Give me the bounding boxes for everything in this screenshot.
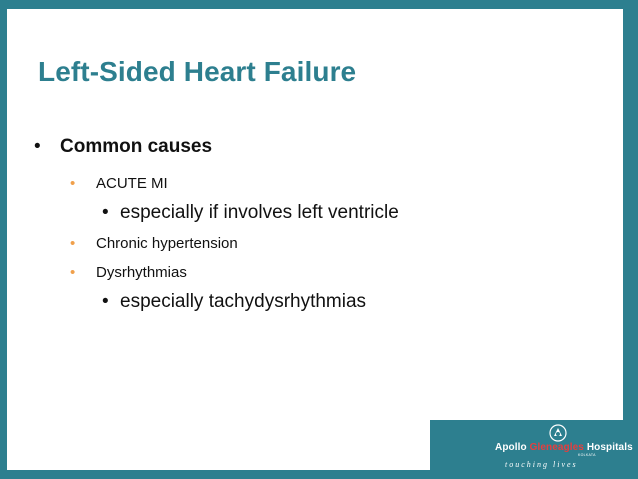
- logo-wordmark: [495, 442, 633, 453]
- detail-text: especially if involves left ventricle: [120, 202, 399, 223]
- sub-bullet-chronic-hypertension: [70, 235, 238, 252]
- logo-city: KOLKATA: [578, 453, 596, 457]
- slide-canvas: [7, 9, 623, 470]
- hospital-logo: [495, 424, 633, 469]
- sub-bullet-dot: •: [70, 264, 76, 281]
- sub-bullet-text: Dysrhythmias: [96, 264, 187, 281]
- sub-bullet-dot: •: [70, 175, 76, 192]
- logo-emblem-icon: [549, 424, 567, 442]
- logo-word-2: Gleneagles: [529, 442, 584, 453]
- bullet-dot: •: [34, 136, 41, 157]
- logo-word-1: Apollo: [495, 442, 530, 453]
- sub-bullet-dysrhythmias: [70, 264, 187, 281]
- sub-bullet-acute-mi: [70, 175, 168, 192]
- detail-dot: •: [102, 291, 109, 312]
- sub-bullet-text: ACUTE MI: [96, 175, 168, 192]
- bullet-common-causes: [34, 136, 212, 158]
- detail-dysrhythmias: [102, 291, 366, 313]
- bullet-list: [7, 9, 623, 470]
- sub-bullet-dot: •: [70, 235, 76, 252]
- logo-tagline: touching lives: [505, 460, 578, 469]
- detail-dot: •: [102, 202, 109, 223]
- logo-word-3: Hospitals: [583, 442, 633, 453]
- slide-title: Left-Sided Heart Failure: [38, 56, 357, 87]
- bullet-text: Common causes: [60, 136, 213, 157]
- detail-text: especially tachydysrhythmias: [120, 291, 367, 312]
- detail-acute-mi: [102, 202, 399, 224]
- sub-bullet-text: Chronic hypertension: [96, 235, 238, 252]
